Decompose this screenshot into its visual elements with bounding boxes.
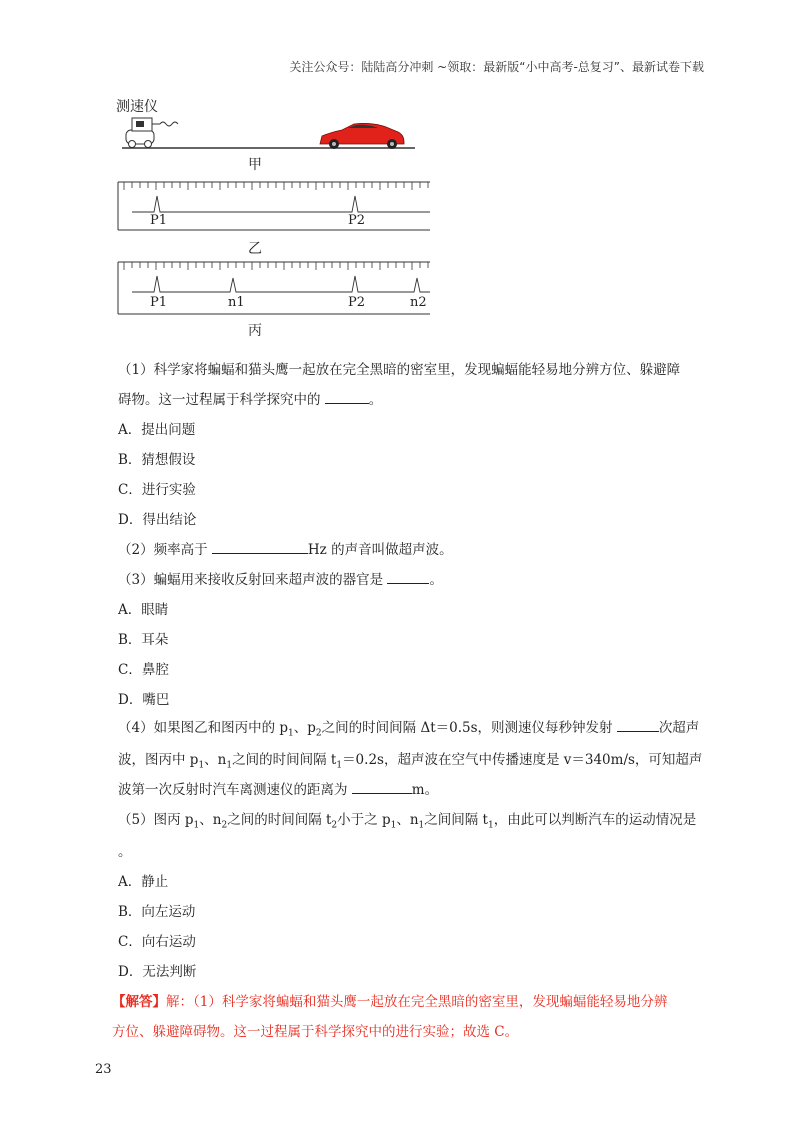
label-jia: 甲	[248, 157, 262, 173]
q3-option-c: C．鼻腔	[118, 662, 169, 678]
q4-blank-count[interactable]	[617, 718, 659, 733]
page-number: 23	[95, 1062, 112, 1077]
bing-peak-n1: n1	[228, 295, 245, 310]
q3-text: （3）蝙蝠用来接收反射回来超声波的器官是	[118, 572, 388, 588]
answer-tag: 【解答】	[112, 994, 166, 1010]
bing-peak-p1: P1	[150, 295, 168, 310]
q2-text: （2）频率高于	[118, 542, 212, 558]
answer-text1: 解：（1）科学家将蝙蝠和猫头鹰一起放在完全黑暗的密室里，发现蝙蝠能轻易地分辨	[166, 994, 668, 1010]
yi-peak-p1: P1	[150, 213, 168, 228]
q1-option-b: B．猜想假设	[118, 452, 196, 468]
q3-option-d: D．嘴巴	[118, 692, 170, 708]
q1-option-a: A．提出问题	[118, 422, 196, 438]
q4-line3: 波第一次反射时汽车离测速仪的距离为 m。	[118, 778, 438, 798]
q1-option-d: D．得出结论	[118, 512, 197, 528]
q1-answer-blank[interactable]	[325, 390, 369, 405]
bing-ticks	[124, 262, 430, 270]
bing-peak-n2: n2	[410, 295, 427, 310]
q5-option-b: B．向左运动	[118, 904, 196, 920]
q2-text-end: Hz 的声音叫做超声波。	[307, 542, 453, 558]
label-bing: 丙	[248, 323, 262, 339]
q4-line1: （4）如果图乙和图丙中的 $p_1$、$p_2$之间的时间间隔 Δt＝0.5s，则测速仪每秒钟发射 次超声	[118, 716, 699, 739]
q1-line2	[118, 388, 382, 408]
yi-peak-p2: P2	[348, 213, 366, 228]
q1-line1: （1）科学家将蝙蝠和猫头鹰一起放在完全黑暗的密室里，发现蝙蝠能轻易地分辨方位、躲避障	[118, 362, 681, 378]
speed-detector-icon	[126, 118, 178, 148]
q5-line1: （5）图丙 $p_1$、$n_2$之间的时间间隔 $t_2$小于之 $p_1$、$n_1$之间间隔 $t_1$，由此可以判断汽车的运动情况是	[118, 812, 697, 831]
q1-text-end: 。	[368, 392, 383, 408]
car-icon	[320, 123, 404, 149]
q3-line	[118, 568, 443, 588]
yi-signal	[132, 196, 430, 212]
q1-option-c: C．进行实验	[118, 482, 196, 498]
q4-blank-distance[interactable]	[352, 780, 412, 795]
q1-text: 碍物。这一过程属于科学探究中的	[118, 392, 325, 408]
panel-jia	[122, 118, 415, 149]
q5-option-c: C．向右运动	[118, 934, 196, 950]
bing-signal	[132, 276, 430, 292]
q5-line2: 。	[118, 844, 132, 860]
label-yi: 乙	[248, 241, 262, 257]
device-label: 测速仪	[116, 99, 158, 115]
q3-answer-blank[interactable]	[387, 570, 429, 585]
yi-ticks	[124, 182, 430, 190]
q3-option-b: B．耳朵	[118, 632, 169, 648]
q4-line2: 波，图丙中 $p_1$、$n_1$之间的时间间隔 $t_1=0.2s$，超声波在空气中传播速度是 v＝340m/s，可知超声	[118, 752, 703, 771]
answer-line1	[112, 990, 667, 1010]
figure	[110, 92, 430, 342]
q3-text-end: 。	[429, 572, 443, 588]
page-header: 关注公众号：陆陆高分冲刺 ~领取：最新版“小中高考-总复习”、最新试卷下载	[289, 60, 704, 74]
q5-option-a: A．静止	[118, 874, 169, 890]
q2-line	[118, 538, 453, 558]
q3-option-a: A．眼睛	[118, 602, 169, 618]
bing-peak-p2: P2	[348, 295, 366, 310]
q5-option-d: D．无法判断	[118, 964, 197, 980]
q2-answer-blank[interactable]	[212, 540, 308, 555]
answer-line2: 方位、躲避障碍物。这一过程属于科学探究中的进行实验；故选 C。	[112, 1024, 519, 1040]
